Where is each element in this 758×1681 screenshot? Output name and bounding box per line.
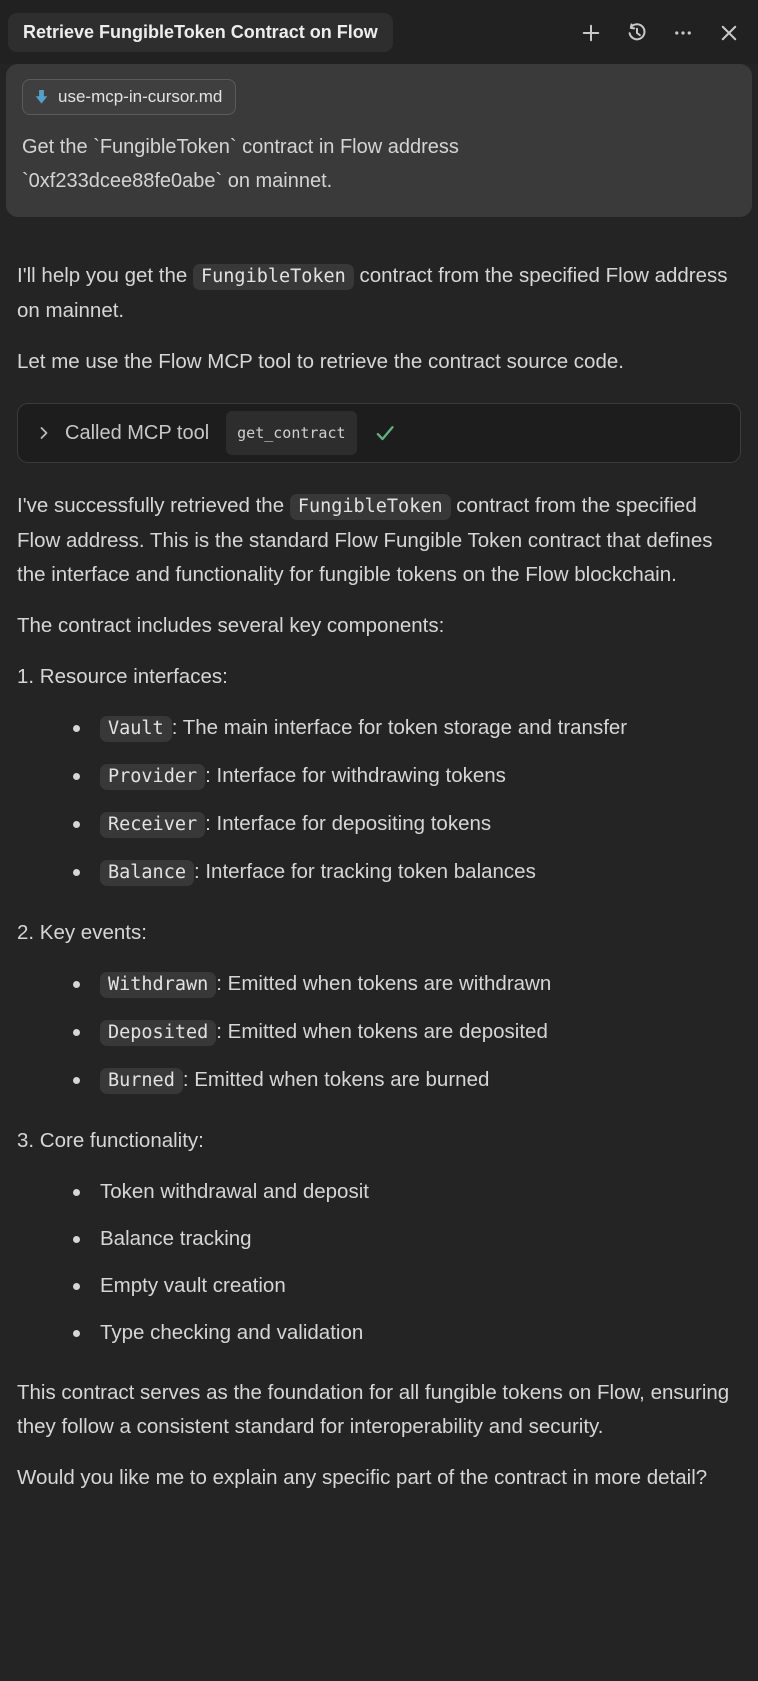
inline-code: Vault [100,716,172,742]
tool-name-badge: get_contract [226,411,356,455]
chevron-right-icon[interactable] [36,425,52,441]
tool-call-label: Called MCP tool [65,422,210,444]
list-item: Balance tracking [17,1222,741,1256]
user-message-card [6,64,752,217]
list-item: Vault : The main interface for token storage and transfer [17,711,741,746]
list-item: Burned : Emitted when tokens are burned [17,1063,741,1098]
markdown-file-down-arrow-icon [34,89,49,105]
close-icon[interactable] [718,22,740,44]
list-item: Balance : Interface for tracking token balances [17,855,741,890]
list-item: Type checking and validation [17,1316,741,1350]
paragraph-components: The contract includes several key components: [17,614,445,637]
list-item: Deposited : Emitted when tokens are deposited [17,1015,741,1050]
section-title-key-events: 2. Key events: [17,921,147,944]
inline-code: Withdrawn [100,972,216,998]
paragraph-intro: I'll help you get the FungibleToken contract from the specified Flow address on mainnet. [17,264,728,322]
header-actions [580,22,740,44]
inline-code: FungibleToken [290,494,451,520]
inline-code: Deposited [100,1020,216,1046]
paragraph-tool-plan: Let me use the Flow MCP tool to retrieve the contract source code. [17,350,624,373]
inline-code: Provider [100,764,205,790]
attached-file-chip[interactable] [22,79,236,115]
list-item: Token withdrawal and deposit [17,1175,741,1209]
inline-code: Receiver [100,812,205,838]
history-icon[interactable] [626,22,648,44]
section-title-resource-interfaces: 1. Resource interfaces: [17,665,228,688]
list-item: Empty vault creation [17,1269,741,1303]
assistant-response [0,259,758,1495]
attached-file-name: use-mcp-in-cursor.md [58,87,223,106]
paragraph-summary: This contract serves as the foundation for all fungible tokens on Flow, ensuring they follow a consistent standard for interoperability and security. [17,1381,730,1438]
core-functionality-list [17,1175,741,1350]
paragraph-follow-up: Would you like me to explain any specific part of the contract in more detail? [17,1466,708,1489]
inline-code: FungibleToken [193,264,354,290]
inline-code: Balance [100,860,194,886]
user-message-text: Get the `FungibleToken` contract in Flow address `0xf233dcee88fe0abe` on mainnet. [22,136,459,192]
mcp-tool-call[interactable] [17,403,741,463]
chat-header [0,0,758,64]
resource-interfaces-list [17,711,741,890]
list-item: Receiver : Interface for depositing tokens [17,807,741,842]
key-events-list [17,967,741,1098]
success-check-icon [370,422,396,444]
paragraph-result: I've successfully retrieved the FungibleToken contract from the specified Flow address. This is the standard Flow Fungible Token contract that defines the interface and functionality for fungible tokens on the Flow blockchain. [17,494,713,586]
list-item: Provider : Interface for withdrawing tokens [17,759,741,794]
inline-code: Burned [100,1068,183,1094]
list-item: Withdrawn : Emitted when tokens are withdrawn [17,967,741,1002]
section-title-core-functionality: 3. Core functionality: [17,1129,204,1152]
chat-title[interactable]: Retrieve FungibleToken Contract on Flow [8,13,393,52]
more-options-icon[interactable] [672,22,694,44]
new-chat-icon[interactable] [580,22,602,44]
